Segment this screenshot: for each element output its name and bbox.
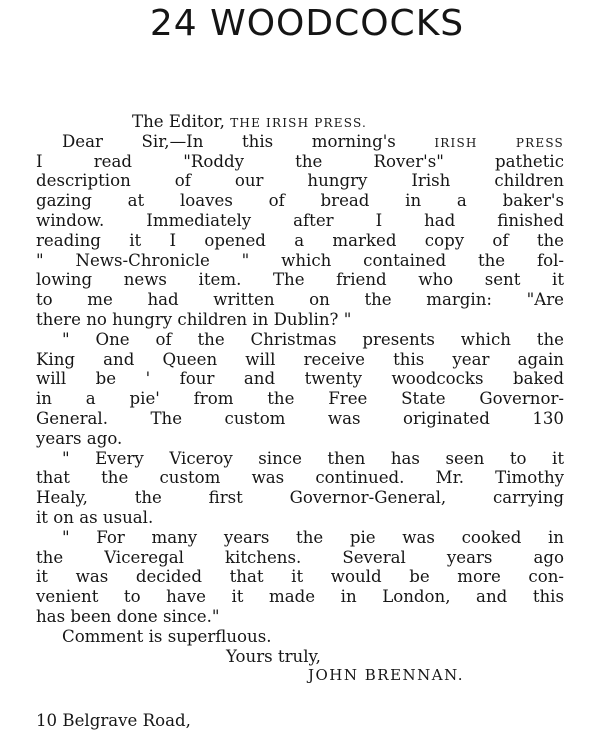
sender-address: 10 Belgrave Road,: [36, 711, 191, 730]
newspaper-name: THE IRISH PRESS.: [230, 116, 367, 130]
signature-name: JOHN BRENNAN.: [308, 666, 465, 685]
letter-line: Comment is superfluous.: [62, 626, 272, 646]
letter-line: I read "Roddy the Rover's" pathetic: [36, 151, 564, 171]
letter-line: venient to have it made in London, and this: [36, 587, 564, 607]
letter-body: [36, 112, 564, 686]
letter-line: " One of the Christmas presents which the: [62, 329, 564, 349]
letter-line: it was decided that it would be more con-: [36, 567, 564, 587]
letter-line: reading it I opened a marked copy of the: [36, 230, 564, 250]
letter-line: will be ' four and twenty woodcocks baked: [36, 369, 564, 389]
letter-line: King and Queen will receive this year again: [36, 349, 564, 369]
addressee-prefix: The Editor,: [132, 112, 225, 131]
letter-line: Dear Sir,—In this morning's IRISH PRESS: [62, 131, 564, 151]
letter-line: Healy, the first Governor-General, carrying: [36, 488, 564, 508]
letter-text: [36, 132, 564, 647]
letter-line: " Every Viceroy since then has seen to it: [62, 448, 564, 468]
letter-line: General. The custom was originated 130: [36, 408, 564, 428]
addressee-line: [36, 112, 564, 132]
letter-line: years ago.: [36, 428, 123, 448]
letter-line: " News-Chronicle " which contained the fol-: [36, 250, 564, 270]
letter-line: it on as usual.: [36, 507, 154, 527]
letter-line: description of our hungry Irish children: [36, 171, 564, 191]
letter-line: window. Immediately after I had finished: [36, 210, 564, 230]
letter-line: lowing news item. The friend who sent it: [36, 270, 564, 290]
newspaper-name-inline: IRISH PRESS: [434, 135, 564, 150]
letter-line: in a pie' from the Free State Governor-: [36, 389, 564, 409]
headline: 24 WOODCOCKS: [149, 3, 465, 44]
letter-line: the Viceregal kitchens. Several years ago: [36, 547, 564, 567]
letter-line: to me had written on the margin: "Are: [36, 290, 564, 310]
letter-line: there no hungry children in Dublin? ": [36, 309, 352, 329]
closing: Yours truly,: [226, 646, 321, 666]
letter-line: " For many years the pie was cooked in: [62, 527, 564, 547]
letter-line: that the custom was continued. Mr. Timothy: [36, 468, 564, 488]
letter-line: gazing at loaves of bread in a baker's: [36, 191, 564, 211]
letter-line: has been done since.": [36, 606, 220, 626]
